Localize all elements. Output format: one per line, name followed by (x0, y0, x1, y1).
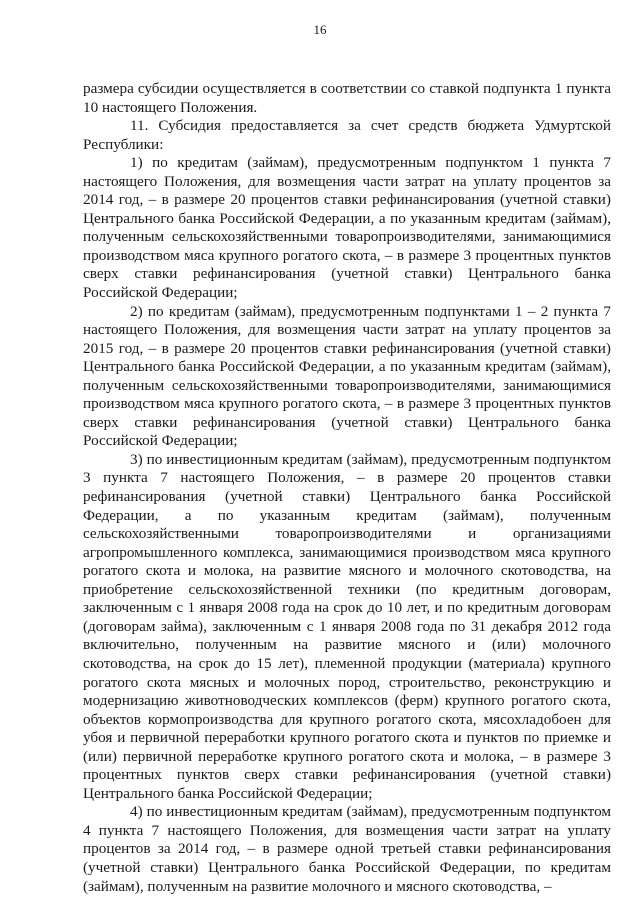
paragraph: размера субсидии осуществляется в соответствии со ставкой подпункта 1 пункта 10 настоящего Положения. (83, 80, 611, 116)
page-number: 16 (313, 22, 327, 37)
paragraph: 4) по инвестиционным кредитам (займам), предусмотренным подпунктом 4 пункта 7 настоящего Положения, для возмещения части затрат на уплату процентов за 2014 год, – в размере одной третьей ставки рефинансирования (учетной ставки) Центрального банка Российской Федерации, по кредитам (займам), полученным на развитие молочного и мясного скотоводства, – (83, 803, 611, 895)
paragraph: 2) по кредитам (займам), предусмотренным подпунктами 1 – 2 пункта 7 настоящего Положения, для возмещения части затрат на уплату процентов за 2015 год, – в размере 20 процентов ставки рефинансирования (учетной ставки) Центрального банка Российской Федерации, а по указанным кредитам (займам), полученным сельскохозяйственными товаропроизводителями, занимающимися производством мяса крупного рогатого скота, – в размере 3 процентных пунктов сверх ставки рефинансирования (учетной ставки) Центрального банка Российской Федерации; (83, 302, 611, 450)
document-body (83, 80, 611, 896)
paragraph: 11. Субсидия предоставляется за счет средств бюджета Удмуртской Республики: (83, 117, 611, 153)
paragraph: 1) по кредитам (займам), предусмотренным подпунктом 1 пункта 7 настоящего Положения, для возмещения части затрат на уплату процентов за 2014 год, – в размере 20 процентов ставки рефинансирования (учетной ставки) Центрального банка Российской Федерации, а по указанным кредитам (займам), полученным сельскохозяйственными товаропроизводителями, занимающимися производством мяса крупного рогатого скота, – в размере 3 процентных пунктов сверх ставки рефинансирования (учетной ставки) Центрального банка Российской Федерации; (83, 154, 611, 302)
paragraph: 3) по инвестиционным кредитам (займам), предусмотренным подпунктом 3 пункта 7 настоящего Положения, – в размере 20 процентов ставки рефинансирования (учетной ставки) Центрального банка Российской Федерации, а по указанным кредитам (займам), полученным сельскохозяйственными товаропроизводителями и организациями агропромышленного комплекса, занимающимися производством мяса крупного рогатого скота и молока, на развитие мясного и молочного скотоводства, на приобретение сельскохозяйственной техники (по кредитным договорам, заключенным с 1 января 2008 года на срок до 10 лет, и по кредитным договорам (договорам займа), заключенным с 1 января 2008 года по 31 декабря 2012 года включительно, полученным на развитие мясного и (или) молочного скотоводства, на срок до 15 лет), племенной продукции (материала) крупного рогатого скота мясных и молочных пород, строительство, реконструкцию и модернизацию животноводческих комплексов (ферм) крупного рогатого скота, объектов кормопроизводства для крупного рогатого скота, мясохладобоен для убоя и первичной переработки крупного рогатого скота и пунктов по приемке и (или) первичной переработке крупного рогатого скота и молока, – в размере 3 процентных пунктов сверх ставки рефинансирования (учетной ставки) Центрального банка Российской Федерации; (83, 450, 611, 802)
